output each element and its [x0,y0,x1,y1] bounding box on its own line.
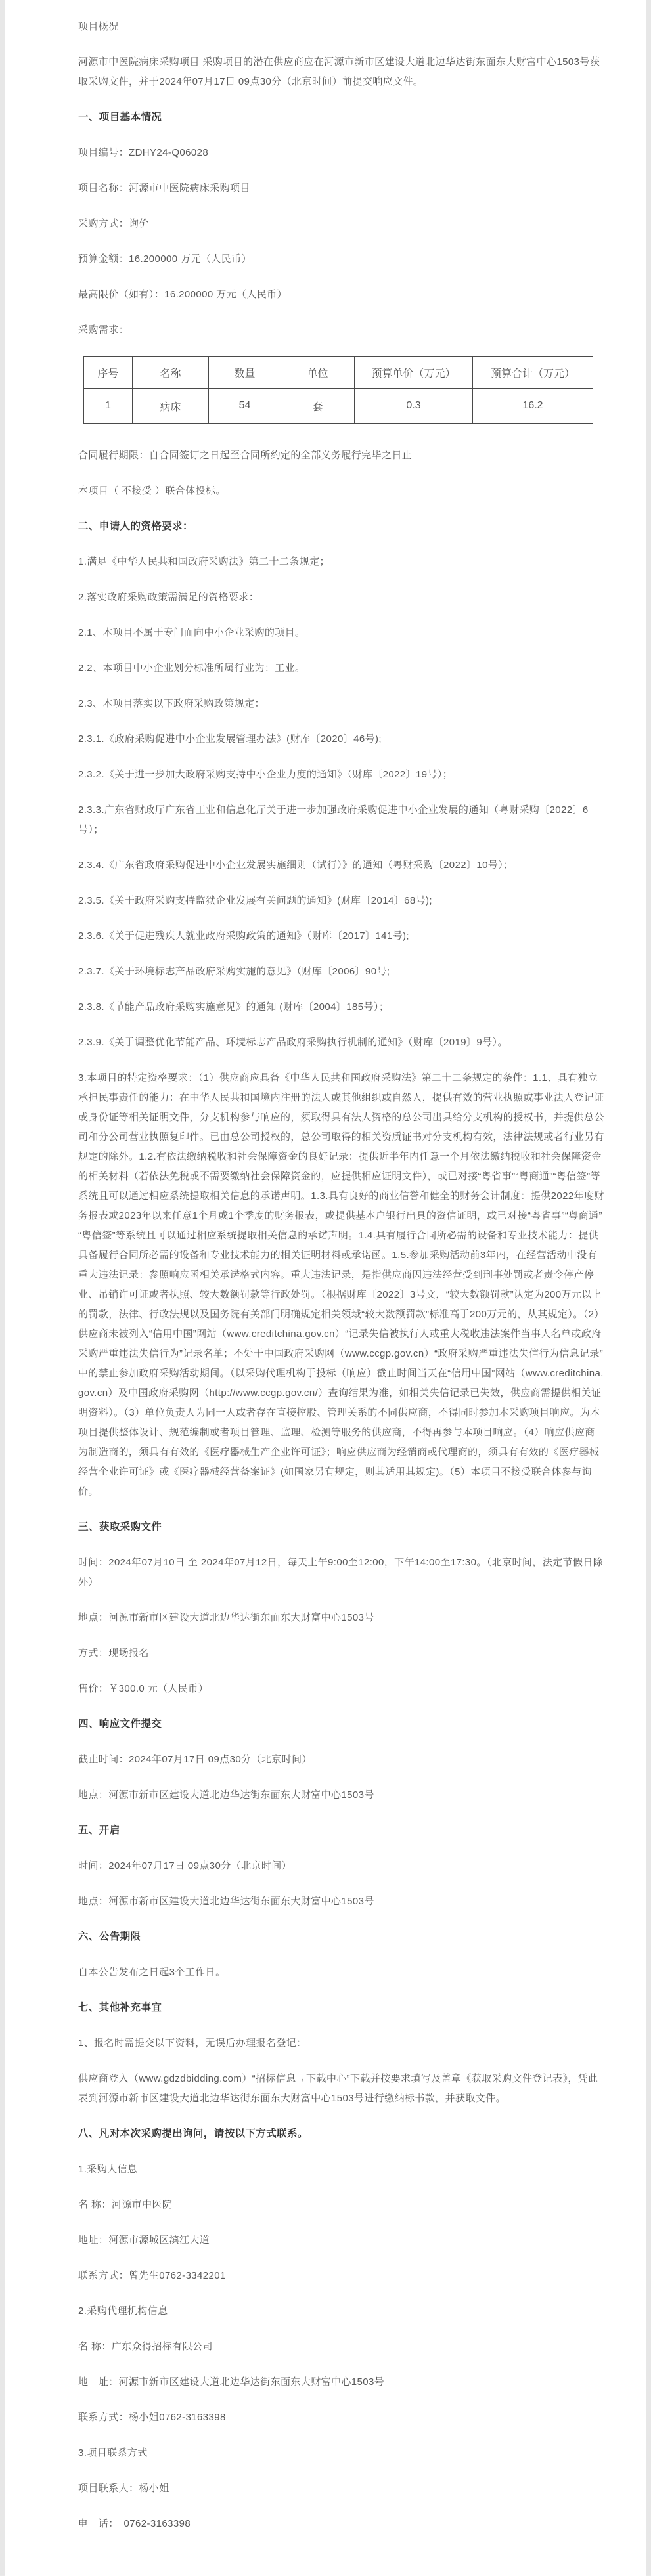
section-heading-submission: 四、响应文件提交 [78,1718,162,1730]
cell-name: 病床 [133,389,209,424]
submission-deadline: 截止时间：2024年07月17日 09点30分（北京时间） [78,1754,312,1765]
purchaser-info-title: 1.采购人信息 [78,2164,138,2175]
contract-period: 合同履行期限：自合同签订之日起至合同所约定的全部义务履行完毕之日止 [78,450,413,461]
supplement-item-2: 供应商登入（www.gdzdbidding.com）“招标信息→下载中心”下载并按要求填写及盖章《获取采购文件登记表》，凭此表到河源市新市区建设大道北边华达街东面东大财富中心1503号进行缴纳标书款，并获取文件。 [78,2073,598,2104]
table-header-row [84,357,593,389]
qualification-specific-requirements: 3.本项目的特定资格要求：（1）供应商应具备《中华人民共和国政府采购法》第二十二条规定的条件：1.1、具有独立承担民事责任的能力：在中华人民共和国境内注册的法人或其他组织或自然人，提供有效的营业执照或事业法人登记证或身份证等相关证明文件，分支机构参与响应的，须取得具有法人资格的总公司出具给分支机构的授权书，并提供总公司和分公司营业执照复印件。已由总公司授权的，总公司取得的相关资质证书对分支机构有效，法律法规或者行业另有规定的除外。1.2.有依法缴纳税收和社会保障资金的良好记录：提供近半年内任意一个月依法缴纳税收和社会保障资金的相关材料（若依法免税或不需要缴纳社会保障资金的，应提供相应证明文件），或已对接“粤省事”“粤商通”“粤信签”等系统且可以通过相应系统提取相关信息的承诺声明。1.3.具有良好的商业信誉和健全的财务会计制度：提供2022年度财务报表或2023年以来任意1个月或1个季度的财务报表，或提供基本户银行出具的资信证明，或已对接“粤省事”“粤商通”“粤信签”等系统且可以通过相应系统提取相关信息的承诺声明。1.4.具有履行合同所必需的设备和专业技术能力：提供具备履行合同所必需的设备和专业技术能力的相关证明材料或承诺函。1.5.参加采购活动前3年内，在经营活动中没有重大违法记录：参照响应函相关承诺格式内容。重大违法记录，是指供应商因违法经营受到刑事处罚或者责令停产停业、吊销许可证或者执照、较大数额罚款等行政处罚。（根据财库〔2022〕3号文，“较大数额罚款”认定为200万元以上的罚款，法律、行政法规以及国务院有关部门明确规定相关领域“较大数额罚款”标准高于200万元的，从其规定）。（2）供应商未被列入“信用中国”网站（www.creditchina.gov.cn）“记录失信被执行人或重大税收违法案件当事人名单或政府采购严重违法失信行为”记录名单；不处于中国政府采购网（www.ccgp.gov.cn）“政府采购严重违法失信行为信息记录”中的禁止参加政府采购活动期间。（以采购代理机构于投标（响应）截止时间当天在“信用中国”网站（www.creditchina.gov.cn）及中国政府采购网（http://www.ccgp.gov.cn/）查询结果为准，如相关失信记录已失效，供应商需提供相关证明资料）。（3）单位负责人为同一人或者存在直接控股、管理关系的不同供应商，不得同时参加本采购项目响应。为本项目提供整体设计、规范编制或者项目管理、监理、检测等服务的供应商，不得再参与本项目响应。（4）响应供应商为制造商的，须具有有效的《医疗器械生产企业许可证》；响应供应商为经销商或代理商的，须具有有效的《医疗器械经营企业许可证》或《医疗器械经营备案证》(如国家另有规定，则其适用其规定)。（5）本项目不接受联合体参与询价。 [78,1072,604,1497]
section-heading-qualification: 二、申请人的资格要求： [78,521,193,532]
project-contact-person: 项目联系人：杨小姐 [78,2483,169,2494]
obtain-place: 地点：河源市新市区建设大道北边华达街东面东大财富中心1503号 [78,1612,374,1623]
project-name: 项目名称：河源市中医院病床采购项目 [78,183,250,194]
section-heading-opening: 五、开启 [78,1825,120,1836]
project-contact-phone: 电 话： 0762-3163398 [78,2518,191,2529]
qualification-item: 2.2、本项目中小企业划分标准所属行业为：工业。 [78,663,305,674]
cell-qty: 54 [209,389,281,424]
budget-amount: 预算金额：16.200000 万元（人民币） [78,253,252,265]
submission-place: 地点：河源市新市区建设大道北边华达街东面东大财富中心1503号 [78,1789,374,1801]
qualification-item: 2.3、本项目落实以下政府采购政策规定： [78,698,265,709]
obtain-time: 时间：2024年07月10日 至 2024年07月12日，每天上午9:00至12:00，下午14:00至17:30。（北京时间，法定节假日除外） [78,1557,604,1588]
notice-period-body: 自本公告发布之日起3个工作日。 [78,1967,226,1978]
qualification-item: 2.3.7.《关于环境标志产品政府采购实施的意见》（财库〔2006〕90号; [78,966,390,977]
joint-bid-statement: 本项目（ 不接受 ）联合体投标。 [78,485,226,496]
section-heading-basic-info: 一、项目基本情况 [78,112,162,123]
qualification-item: 1.满足《中华人民共和国政府采购法》第二十二条规定； [78,556,330,567]
max-price: 最高限价（如有）：16.200000 万元（人民币） [78,289,287,300]
section-heading-notice-period: 六、公告期限 [78,1931,141,1942]
opening-place: 地点：河源市新市区建设大道北边华达街东面东大财富中心1503号 [78,1896,374,1907]
qualification-item: 2.3.4.《广东省政府采购促进中小企业发展实施细则（试行）》的通知（粤财采购〔2022〕10号）； [78,860,514,871]
purchaser-contact: 联系方式：曾先生0762-3342201 [78,2270,226,2281]
obtain-method: 方式：现场报名 [78,1648,149,1659]
agency-info-title: 2.采购代理机构信息 [78,2305,168,2317]
col-header-total-price: 预算合计（万元） [473,357,593,389]
section-heading-obtain-documents: 三、获取采购文件 [78,1521,162,1533]
purchaser-address: 地址：河源市源城区滨江大道 [78,2235,210,2246]
cell-unit: 套 [281,389,355,424]
demand-label: 采购需求： [78,324,129,336]
procurement-method: 采购方式：询价 [78,218,149,229]
col-header-unit-price: 预算单价（万元） [355,357,473,389]
col-header-name: 名称 [133,357,209,389]
qualification-item: 2.3.2.《关于进一步加大政府采购支持中小企业力度的通知》（财库〔2022〕19号）； [78,769,453,780]
purchaser-name: 名 称：河源市中医院 [78,2199,173,2210]
supplement-item-1: 1、报名时需提交以下资料，无误后办理报名登记： [78,2038,307,2049]
cell-unit-price: 0.3 [355,389,473,424]
opening-time: 时间：2024年07月17日 09点30分（北京时间） [78,1860,292,1871]
section-heading-supplement: 七、其他补充事宜 [78,2002,162,2013]
overview-body: 河源市中医院病床采购项目 采购项目的潜在供应商应在河源市新市区建设大道北边华达街东面东大财富中心1503号获取采购文件，并于2024年07月17日 09点30分（北京时间）前提交响应文件。 [78,56,600,87]
col-header-unit: 单位 [281,357,355,389]
announcement-document [5,0,646,2576]
project-number: 项目编号：ZDHY24-Q06028 [78,147,209,158]
qualification-item: 2.1、本项目不属于专门面向中小企业采购的项目。 [78,627,305,638]
qualification-item: 2.3.9.《关于调整优化节能产品、环境标志产品政府采购执行机制的通知》（财库〔2019〕9号）。 [78,1037,508,1048]
overview-title: 项目概况 [78,21,119,32]
project-contact-title: 3.项目联系方式 [78,2447,148,2458]
col-header-qty: 数量 [209,357,281,389]
qualification-item: 2.3.1.《政府采购促进中小企业发展管理办法》(财库〔2020〕46号); [78,733,382,745]
procurement-demand-table [83,356,593,424]
col-header-seq: 序号 [84,357,133,389]
qualification-item: 2.3.8.《节能产品政府采购实施意见》的通知 (财库〔2004〕185号）； [78,1001,390,1013]
qualification-item: 2.落实政府采购政策需满足的资格要求： [78,592,259,603]
qualification-item: 2.3.5.《关于政府采购支持监狱企业发展有关问题的通知》(财库〔2014〕68号); [78,895,432,906]
section-heading-inquiry-contacts: 八、凡对本次采购提出询问，请按以下方式联系。 [78,2128,308,2139]
agency-contact: 联系方式：杨小姐0762-3163398 [78,2412,226,2423]
cell-total-price: 16.2 [473,389,593,424]
qualification-item: 2.3.3.广东省财政厅广东省工业和信息化厅关于进一步加强政府采购促进中小企业发展的通知（粤财采购〔2022〕6号）； [78,804,589,835]
agency-address: 地 址：河源市新市区建设大道北边华达街东面东大财富中心1503号 [78,2376,385,2388]
table-row [84,389,593,424]
agency-name: 名 称：广东众得招标有限公司 [78,2341,213,2352]
obtain-price: 售价：￥300.0 元（人民币） [78,1683,209,1694]
qualification-item: 2.3.6.《关于促进残疾人就业政府采购政策的通知》（财库〔2017〕141号); [78,930,409,942]
cell-seq: 1 [84,389,133,424]
